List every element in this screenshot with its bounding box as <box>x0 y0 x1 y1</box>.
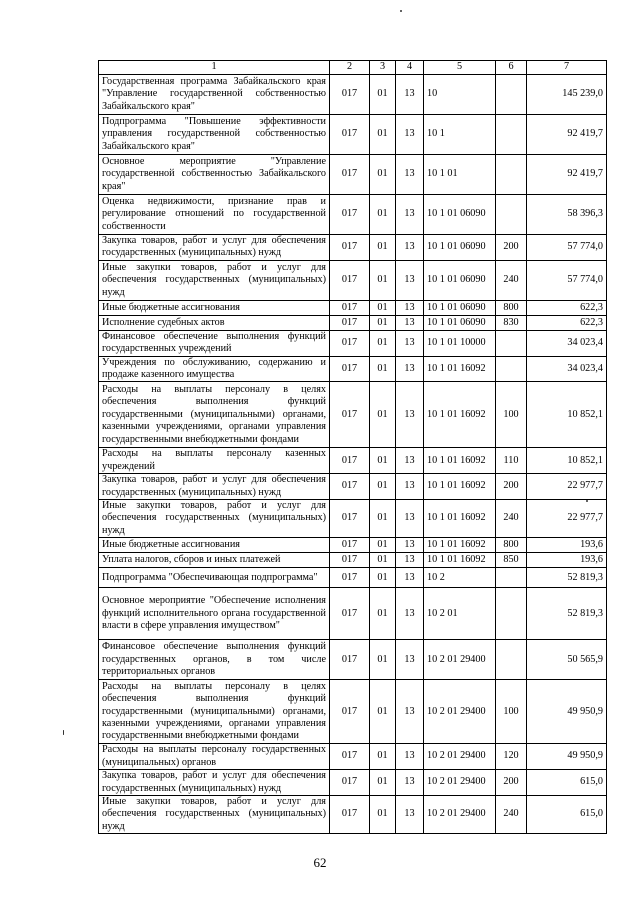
cell-col-7: 92 419,7 <box>527 155 607 195</box>
column-header: 6 <box>496 61 527 75</box>
cell-name: Финансовое обеспечение выполнения функций государственных органов, в том числе территориальных органов <box>99 640 330 680</box>
cell-col-4: 13 <box>396 770 424 796</box>
cell-col-6: 200 <box>496 235 527 261</box>
cell-col-2: 017 <box>330 115 370 155</box>
cell-col-4: 13 <box>396 235 424 261</box>
table-row <box>99 315 607 330</box>
cell-col-5: 10 2 <box>424 568 496 588</box>
cell-col-3: 01 <box>370 235 396 261</box>
cell-col-7: 49 950,9 <box>527 680 607 744</box>
cell-col-2: 017 <box>330 448 370 474</box>
table-row <box>99 382 607 448</box>
cell-name: Расходы на выплаты персоналу в целях обеспечения выполнения функций государственными (муниципальными) органами, казенными учреждениями, органами управления государственными внебюджетными фондами <box>99 382 330 448</box>
cell-col-5: 10 1 01 16092 <box>424 500 496 538</box>
cell-col-7: 22 977,7 <box>527 474 607 500</box>
cell-col-4: 13 <box>396 330 424 356</box>
cell-name: Исполнение судебных актов <box>99 315 330 330</box>
cell-col-5: 10 2 01 29400 <box>424 795 496 833</box>
cell-col-5: 10 1 01 10000 <box>424 330 496 356</box>
cell-col-7: 50 565,9 <box>527 640 607 680</box>
scan-speck <box>586 500 588 502</box>
cell-col-6: 100 <box>496 382 527 448</box>
table-row <box>99 553 607 568</box>
cell-name: Расходы на выплаты персоналу казенных учреждений <box>99 448 330 474</box>
cell-name: Иные закупки товаров, работ и услуг для обеспечения государственных (муниципальных) нужд <box>99 260 330 300</box>
cell-col-3: 01 <box>370 640 396 680</box>
table-row <box>99 640 607 680</box>
cell-col-2: 017 <box>330 300 370 315</box>
cell-col-2: 017 <box>330 474 370 500</box>
cell-name: Подпрограмма "Повышение эффективности управления государственной собственностью Забайкальского края" <box>99 115 330 155</box>
cell-col-2: 017 <box>330 795 370 833</box>
cell-col-5: 10 1 01 <box>424 155 496 195</box>
cell-col-4: 13 <box>396 75 424 115</box>
cell-col-3: 01 <box>370 538 396 553</box>
cell-name: Основное мероприятие "Обеспечение исполнения функций исполнительного органа государственной власти в сфере управления имуществом" <box>99 588 330 640</box>
cell-col-6: 800 <box>496 538 527 553</box>
cell-col-6 <box>496 568 527 588</box>
cell-col-5: 10 1 01 06090 <box>424 315 496 330</box>
cell-col-2: 017 <box>330 235 370 261</box>
cell-col-4: 13 <box>396 500 424 538</box>
cell-name: Иные бюджетные ассигнования <box>99 538 330 553</box>
table-row <box>99 795 607 833</box>
cell-col-5: 10 2 01 29400 <box>424 640 496 680</box>
cell-col-7: 615,0 <box>527 770 607 796</box>
table-row <box>99 155 607 195</box>
cell-col-7: 193,6 <box>527 538 607 553</box>
cell-name: Расходы на выплаты персоналу в целях обеспечения выполнения функций государственными (муниципальными) органами, казенными учреждениями, органами управления государственными внебюджетными фондами <box>99 680 330 744</box>
cell-col-3: 01 <box>370 356 396 382</box>
cell-col-2: 017 <box>330 330 370 356</box>
cell-col-3: 01 <box>370 795 396 833</box>
cell-col-7: 57 774,0 <box>527 235 607 261</box>
cell-col-5: 10 1 01 16092 <box>424 538 496 553</box>
table-row <box>99 300 607 315</box>
cell-col-2: 017 <box>330 744 370 770</box>
cell-col-2: 017 <box>330 640 370 680</box>
cell-col-3: 01 <box>370 195 396 235</box>
cell-col-2: 017 <box>330 680 370 744</box>
cell-col-7: 49 950,9 <box>527 744 607 770</box>
cell-col-5: 10 1 01 06090 <box>424 195 496 235</box>
budget-table <box>98 60 607 834</box>
cell-col-6: 830 <box>496 315 527 330</box>
cell-col-2: 017 <box>330 568 370 588</box>
cell-col-2: 017 <box>330 315 370 330</box>
cell-col-3: 01 <box>370 744 396 770</box>
cell-col-3: 01 <box>370 474 396 500</box>
column-header: 3 <box>370 61 396 75</box>
cell-col-5: 10 2 01 29400 <box>424 744 496 770</box>
table-row <box>99 448 607 474</box>
cell-col-3: 01 <box>370 260 396 300</box>
cell-col-7: 615,0 <box>527 795 607 833</box>
cell-col-5: 10 2 01 <box>424 588 496 640</box>
cell-col-6: 200 <box>496 770 527 796</box>
cell-col-6 <box>496 588 527 640</box>
cell-col-5: 10 1 01 16092 <box>424 448 496 474</box>
cell-col-5: 10 1 01 06090 <box>424 235 496 261</box>
cell-col-4: 13 <box>396 195 424 235</box>
cell-col-4: 13 <box>396 680 424 744</box>
cell-name: Иные закупки товаров, работ и услуг для обеспечения государственных (муниципальных) нужд <box>99 795 330 833</box>
cell-col-3: 01 <box>370 448 396 474</box>
cell-col-2: 017 <box>330 538 370 553</box>
cell-col-3: 01 <box>370 330 396 356</box>
cell-name: Подпрограмма "Обеспечивающая подпрограмма" <box>99 568 330 588</box>
column-header: 2 <box>330 61 370 75</box>
cell-col-5: 10 1 01 16092 <box>424 356 496 382</box>
cell-col-7: 145 239,0 <box>527 75 607 115</box>
table-row <box>99 260 607 300</box>
cell-col-6 <box>496 115 527 155</box>
cell-name: Иные закупки товаров, работ и услуг для обеспечения государственных (муниципальных) нужд <box>99 500 330 538</box>
cell-col-6: 240 <box>496 795 527 833</box>
table-row <box>99 538 607 553</box>
cell-col-5: 10 1 01 06090 <box>424 300 496 315</box>
cell-col-4: 13 <box>396 538 424 553</box>
header-row <box>99 61 607 75</box>
cell-col-7: 193,6 <box>527 553 607 568</box>
cell-col-5: 10 1 01 16092 <box>424 553 496 568</box>
cell-col-2: 017 <box>330 500 370 538</box>
cell-col-3: 01 <box>370 75 396 115</box>
cell-name: Закупка товаров, работ и услуг для обеспечения государственных (муниципальных) нужд <box>99 235 330 261</box>
cell-col-3: 01 <box>370 588 396 640</box>
cell-col-2: 017 <box>330 260 370 300</box>
cell-col-5: 10 2 01 29400 <box>424 680 496 744</box>
cell-col-2: 017 <box>330 356 370 382</box>
cell-col-6: 110 <box>496 448 527 474</box>
table-row <box>99 474 607 500</box>
cell-col-2: 017 <box>330 382 370 448</box>
cell-col-3: 01 <box>370 382 396 448</box>
cell-col-2: 017 <box>330 75 370 115</box>
cell-name: Финансовое обеспечение выполнения функций государственных учреждений <box>99 330 330 356</box>
cell-col-7: 10 852,1 <box>527 382 607 448</box>
cell-col-2: 017 <box>330 155 370 195</box>
cell-col-7: 22 977,7 <box>527 500 607 538</box>
cell-col-4: 13 <box>396 260 424 300</box>
cell-col-6: 240 <box>496 500 527 538</box>
cell-col-4: 13 <box>396 568 424 588</box>
cell-col-6 <box>496 195 527 235</box>
cell-col-4: 13 <box>396 640 424 680</box>
cell-col-7: 10 852,1 <box>527 448 607 474</box>
cell-col-3: 01 <box>370 115 396 155</box>
table-row <box>99 588 607 640</box>
cell-col-5: 10 1 01 16092 <box>424 474 496 500</box>
cell-col-7: 92 419,7 <box>527 115 607 155</box>
cell-col-4: 13 <box>396 588 424 640</box>
cell-col-3: 01 <box>370 553 396 568</box>
table-row <box>99 568 607 588</box>
cell-col-7: 58 396,3 <box>527 195 607 235</box>
cell-col-6: 850 <box>496 553 527 568</box>
table-row <box>99 115 607 155</box>
column-header: 4 <box>396 61 424 75</box>
cell-col-2: 017 <box>330 553 370 568</box>
page-number: 62 <box>313 855 327 870</box>
cell-col-2: 017 <box>330 195 370 235</box>
cell-name: Государственная программа Забайкальского края "Управление государственной собственностью Забайкальского края" <box>99 75 330 115</box>
cell-col-3: 01 <box>370 568 396 588</box>
cell-name: Учреждения по обслуживанию, содержанию и продаже казенного имущества <box>99 356 330 382</box>
cell-name: Основное мероприятие "Управление государственной собственностью Забайкальского края" <box>99 155 330 195</box>
cell-col-3: 01 <box>370 680 396 744</box>
cell-col-4: 13 <box>396 795 424 833</box>
cell-col-4: 13 <box>396 300 424 315</box>
cell-col-6 <box>496 356 527 382</box>
cell-col-5: 10 1 <box>424 115 496 155</box>
cell-col-4: 13 <box>396 448 424 474</box>
scan-speck <box>400 10 402 12</box>
cell-col-6: 800 <box>496 300 527 315</box>
cell-col-7: 34 023,4 <box>527 356 607 382</box>
table-row <box>99 330 607 356</box>
cell-col-5: 10 1 01 16092 <box>424 382 496 448</box>
cell-col-7: 57 774,0 <box>527 260 607 300</box>
cell-col-7: 622,3 <box>527 315 607 330</box>
scan-speck <box>63 730 64 735</box>
table-row <box>99 195 607 235</box>
cell-col-2: 017 <box>330 770 370 796</box>
cell-col-6 <box>496 330 527 356</box>
table-row <box>99 680 607 744</box>
table-body <box>99 75 607 834</box>
table-row <box>99 75 607 115</box>
cell-col-6 <box>496 75 527 115</box>
table-row <box>99 500 607 538</box>
cell-col-5: 10 1 01 06090 <box>424 260 496 300</box>
cell-name: Закупка товаров, работ и услуг для обеспечения государственных (муниципальных) нужд <box>99 770 330 796</box>
column-header: 5 <box>424 61 496 75</box>
table-row <box>99 770 607 796</box>
cell-col-6: 120 <box>496 744 527 770</box>
cell-name: Оценка недвижимости, признание прав и регулирование отношений по государственной собственности <box>99 195 330 235</box>
cell-col-5: 10 <box>424 75 496 115</box>
cell-col-3: 01 <box>370 770 396 796</box>
cell-col-4: 13 <box>396 474 424 500</box>
cell-col-4: 13 <box>396 744 424 770</box>
column-header: 1 <box>99 61 330 75</box>
cell-col-3: 01 <box>370 155 396 195</box>
cell-col-4: 13 <box>396 315 424 330</box>
column-header: 7 <box>527 61 607 75</box>
cell-name: Расходы на выплаты персоналу государственных (муниципальных) органов <box>99 744 330 770</box>
cell-col-7: 52 819,3 <box>527 568 607 588</box>
cell-col-7: 622,3 <box>527 300 607 315</box>
cell-col-4: 13 <box>396 356 424 382</box>
table-row <box>99 744 607 770</box>
cell-col-4: 13 <box>396 553 424 568</box>
cell-col-4: 13 <box>396 382 424 448</box>
cell-name: Уплата налогов, сборов и иных платежей <box>99 553 330 568</box>
cell-name: Закупка товаров, работ и услуг для обеспечения государственных (муниципальных) нужд <box>99 474 330 500</box>
cell-col-6: 200 <box>496 474 527 500</box>
cell-col-7: 34 023,4 <box>527 330 607 356</box>
cell-col-5: 10 2 01 29400 <box>424 770 496 796</box>
cell-col-6: 240 <box>496 260 527 300</box>
cell-col-3: 01 <box>370 500 396 538</box>
cell-col-2: 017 <box>330 588 370 640</box>
table-row <box>99 356 607 382</box>
cell-name: Иные бюджетные ассигнования <box>99 300 330 315</box>
cell-col-7: 52 819,3 <box>527 588 607 640</box>
cell-col-4: 13 <box>396 115 424 155</box>
cell-col-6 <box>496 640 527 680</box>
cell-col-6: 100 <box>496 680 527 744</box>
cell-col-6 <box>496 155 527 195</box>
cell-col-3: 01 <box>370 315 396 330</box>
cell-col-3: 01 <box>370 300 396 315</box>
cell-col-4: 13 <box>396 155 424 195</box>
table-row <box>99 235 607 261</box>
